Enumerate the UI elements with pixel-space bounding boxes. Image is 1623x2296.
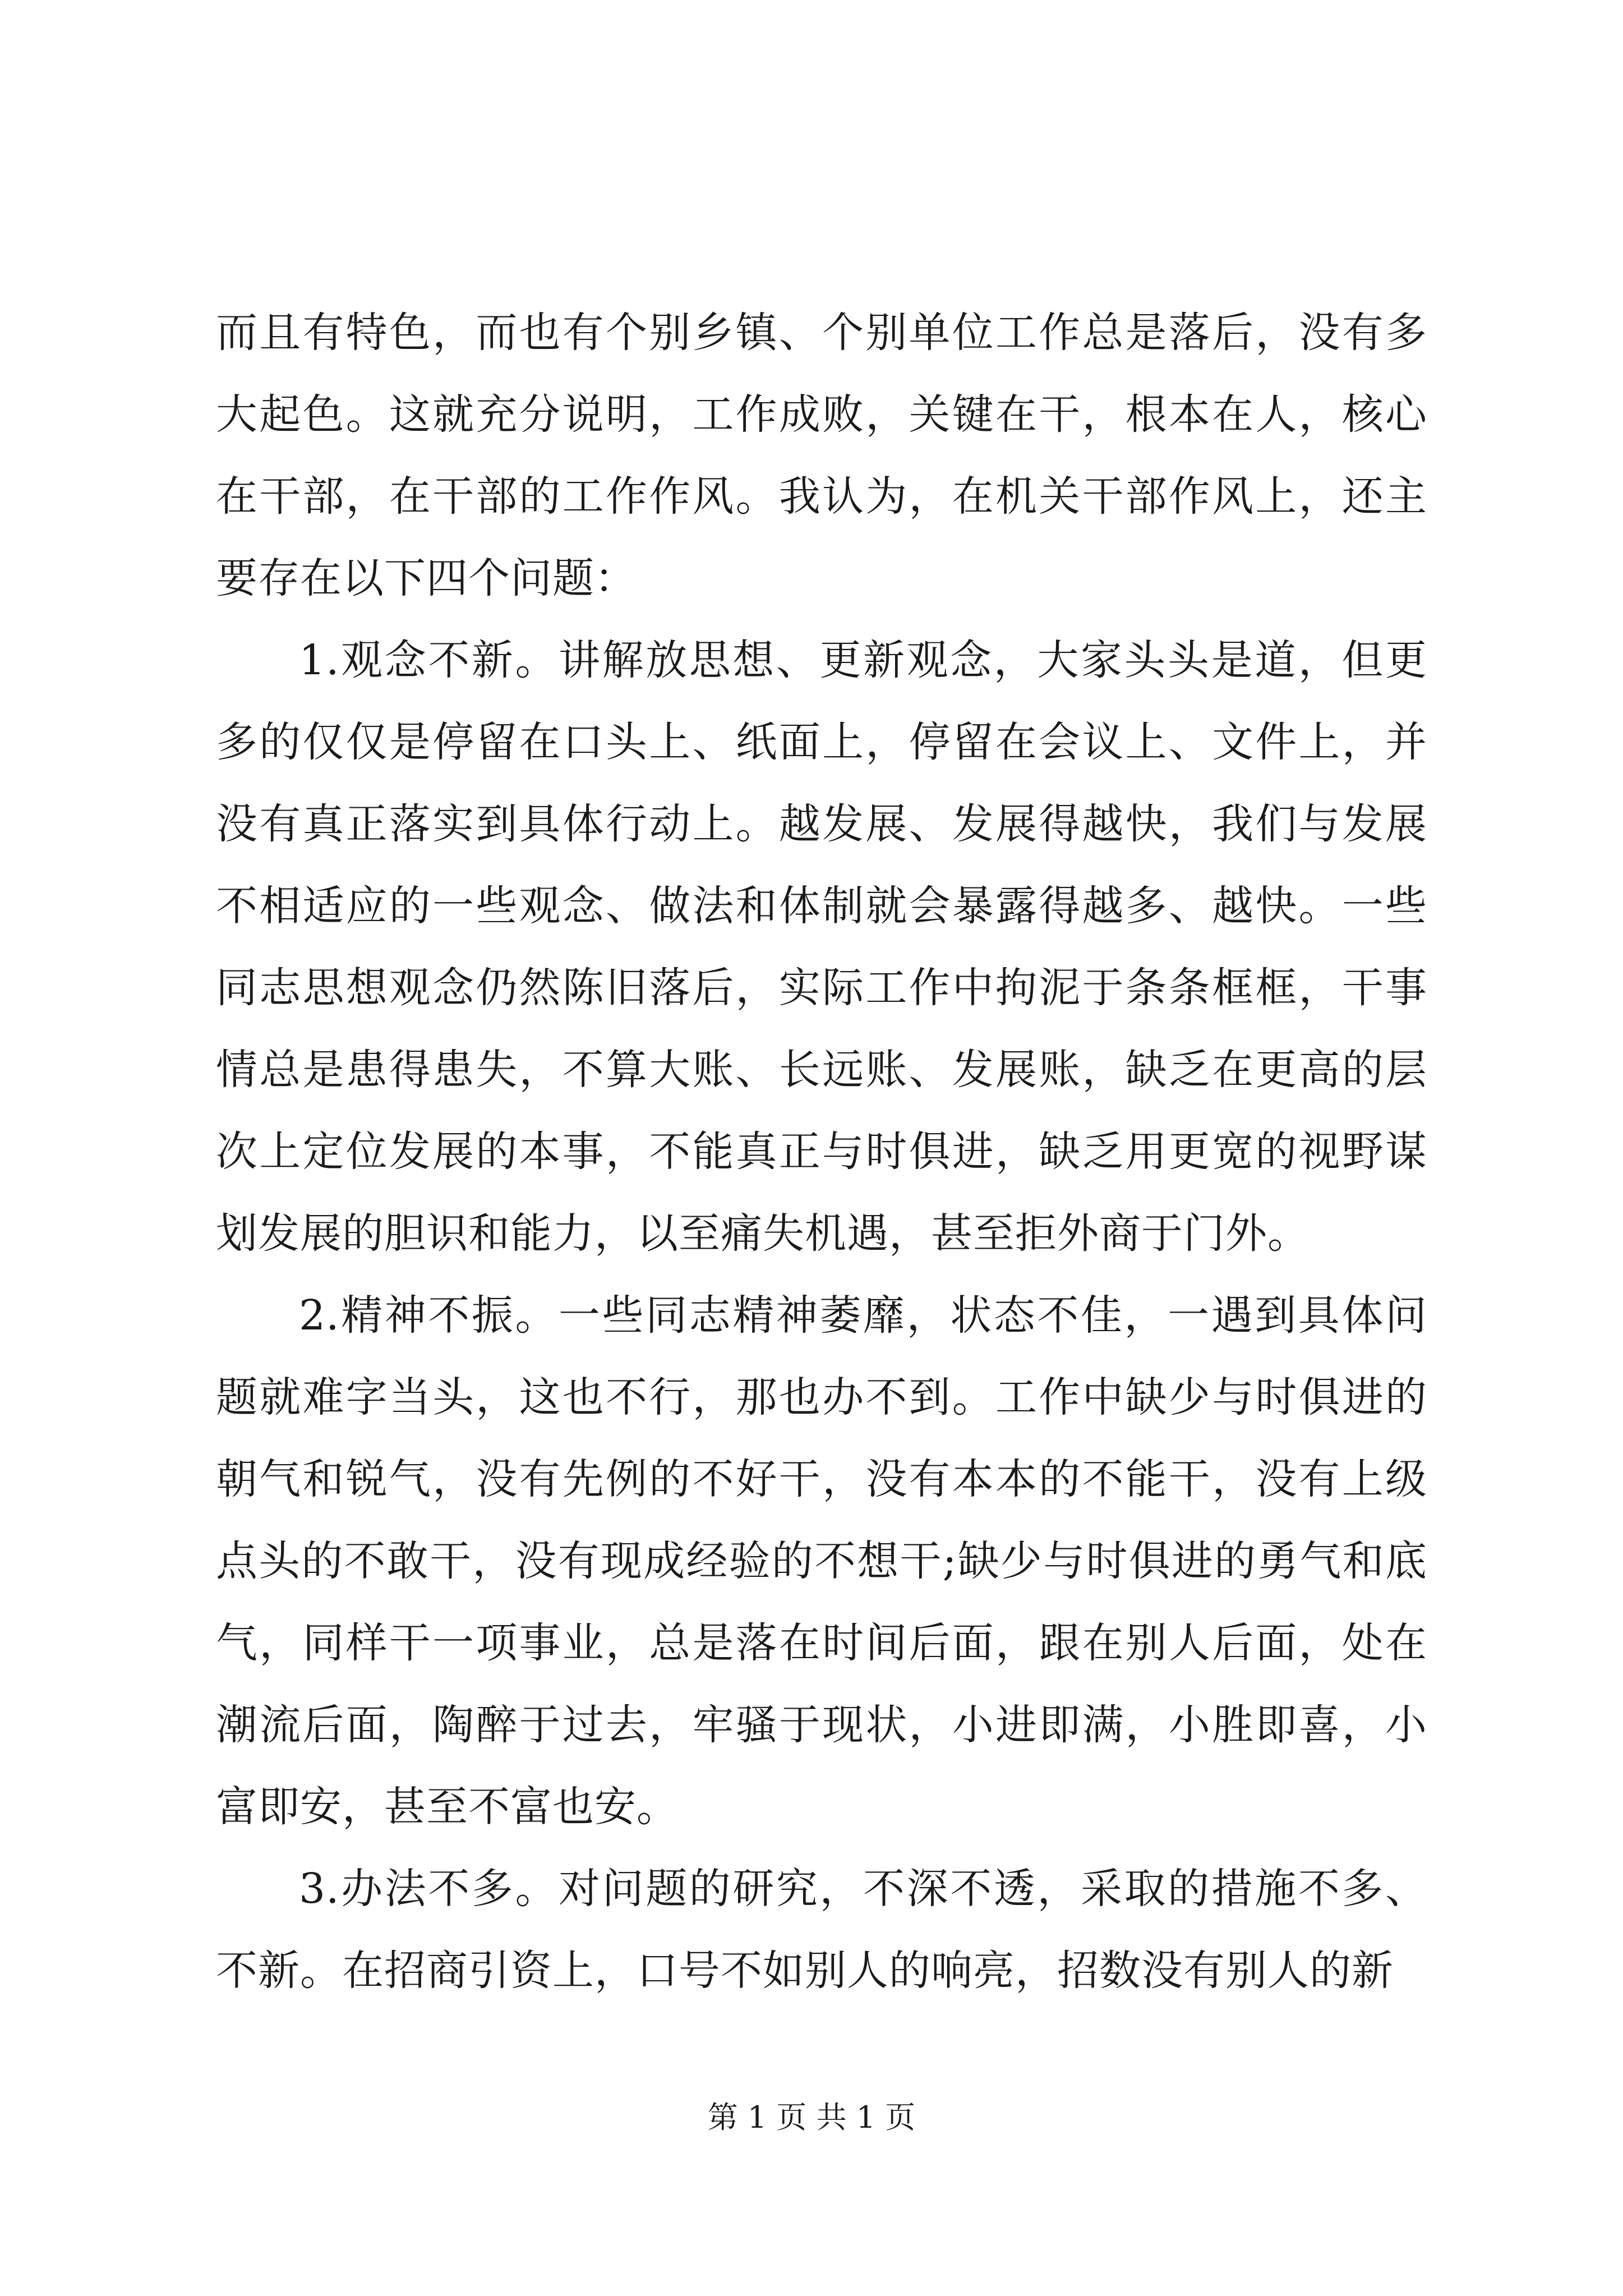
page-number-footer: 第 1 页 共 1 页 <box>707 2100 916 2135</box>
document-body <box>216 292 1427 2012</box>
paragraph-point-2: 2.精神不振。一些同志精神萎靡，状态不佳，一遇到具体问题就难字当头，这也不行，那也办不到。工作中缺少与时俱进的朝气和锐气，没有先例的不好干，没有本本的不能干，没有上级点头的不敢干，没有现成经验的不想干;缺少与时俱进的勇气和底气，同样干一项事业，总是落在时间后面，跟在别人后面，处在潮流后面，陶醉于过去，牢骚于现状，小进即满，小胜即喜，小富即安，甚至不富也安。 <box>216 1291 1427 1831</box>
paragraph-point-3: 3.办法不多。对问题的研究，不深不透，采取的措施不多、不新。在招商引资上，口号不如别人的响亮，招数没有别人的新 <box>216 1865 1427 1995</box>
paragraph-point-1: 1.观念不新。讲解放思想、更新观念，大家头头是道，但更多的仅仅是停留在口头上、纸面上，停留在会议上、文件上，并没有真正落实到具体行动上。越发展、发展得越快，我们与发展不相适应的一些观念、做法和体制就会暴露得越多、越快。一些同志思想观念仍然陈旧落后，实际工作中拘泥于条条框框，干事情总是患得患失，不算大账、长远账、发展账，缺乏在更高的层次上定位发展的本事，不能真正与时俱进，缺乏用更宽的视野谋划发展的胆识和能力，以至痛失机遇，甚至拒外商于门外。 <box>216 636 1427 1258</box>
paragraph-continuation: 而且有特色，而也有个别乡镇、个别单位工作总是落后，没有多大起色。这就充分说明，工作成败，关键在干，根本在人，核心在干部，在干部的工作作风。我认为，在机关干部作风上，还主要存在以下四个问题： <box>216 309 1427 602</box>
